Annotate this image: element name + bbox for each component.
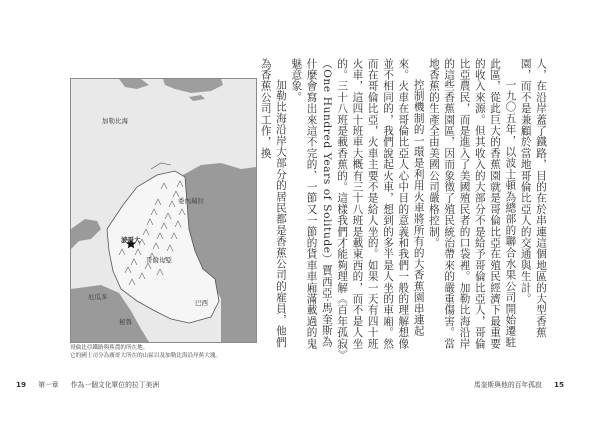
paragraph-1: 人，在沿岸蓋了鐵路，目的在於串連這個地區的大型香蕉園，而不是兼顧於當地哥倫比亞人的交通與生計。 xyxy=(519,58,547,338)
paragraph-2: 一九〇五年，以波士頓為總部的聯合水果公司開始遷駐此區，從此巨大的香蕉園就是哥倫比亞在殖民經濟下最重要的收入來源。但其收入的大部分不是給予哥倫比亞人，哥倫比亞農民，而是進入了美國殖民者的口袋裡。加勒比海沿岸的這些香蕉園區，因而象徵了殖民統治帶來的嚴重傷害。當地香蕉的生產全由美國公司嚴格控制。 xyxy=(427,58,517,350)
left-page-number: 19 xyxy=(16,380,27,389)
map-label-caribbean: 加勒比海 xyxy=(102,117,128,125)
body-text xyxy=(259,58,548,356)
map-label-brazil: 巴西 xyxy=(195,299,208,307)
paragraph-4: 加勒比海沿岸大部分的居民都是香蕉公司的雇員，他們為香蕉公司工作，換 xyxy=(259,58,287,348)
map-label-ecuador: 厄瓜多 xyxy=(88,293,108,301)
chapter-label: 第一章 xyxy=(38,381,59,389)
map-label-peru: 秘魯 xyxy=(119,318,132,326)
book-title: 馬奎斯與他的百年孤寂 xyxy=(473,381,542,389)
map-label-bogota: 波哥大 xyxy=(121,236,141,244)
colombia-map xyxy=(70,78,257,343)
map-label-venezuela: 委內瑞拉 xyxy=(178,197,204,205)
footer-left xyxy=(16,379,159,389)
caption-line-1: 哥倫比亞鐵路與蕉農的所在地。 xyxy=(70,345,149,351)
right-page-number: 15 xyxy=(553,380,564,389)
caption-line-2: 它的國土司分為廣哥大所在的山區以及加勒比海沿岸蕉大塊。 xyxy=(70,353,222,359)
chapter-title: 作為一個文化單位的拉丁美洲 xyxy=(70,381,160,389)
map-label-colombia: 哥倫比亞 xyxy=(146,256,172,264)
paragraph-3: 控制機制的一環是利用火車將所有的大香蕉園串連起來。火車在哥倫比亞人心中目的意義和我們一般的理解想像並不相同的，我們說起火車，想到的多半是人坐的車廂。然而在哥倫比亞，火車主要不是給人坐的。如果一天有四十班火車，這四十班車大概有三十八班是載東西的，而不是人坐的。三十八班是載香蕉的。這樣我們才能夠理解《百年孤寂》（One Hundred Years of Solitude）賈西亞·馬奎斯為什麼會寫出來這不完的、一節又一節的貨車車廂滿載過的鬼魅意象。 xyxy=(290,58,425,356)
footer-right xyxy=(474,379,564,389)
map-caption xyxy=(70,344,270,360)
